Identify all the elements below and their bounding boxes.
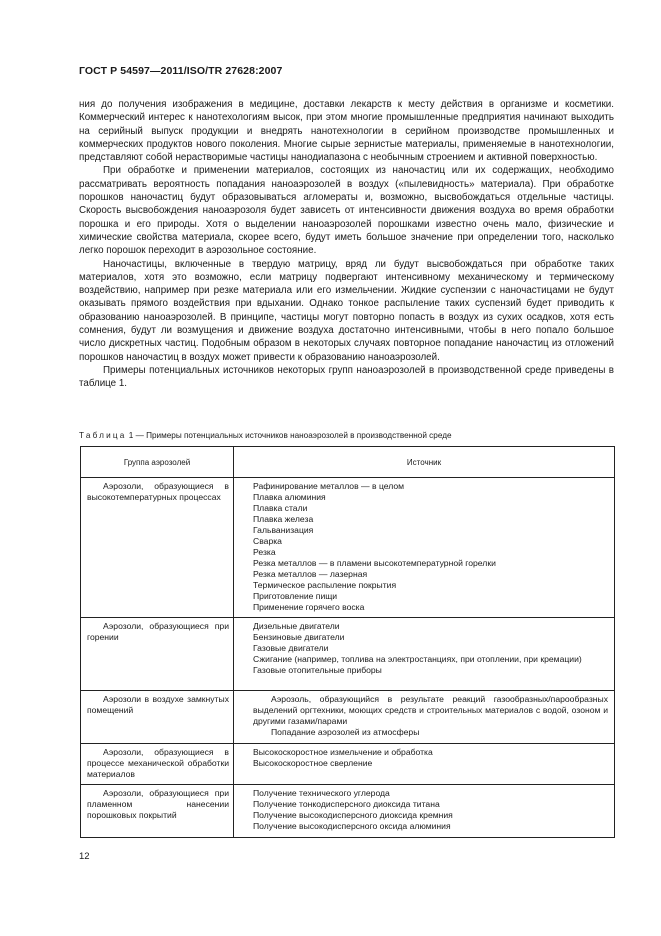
source-cell bbox=[234, 785, 615, 838]
table-row bbox=[81, 618, 615, 691]
source-item: Плавка стали bbox=[253, 503, 308, 513]
source-item: Высокоскоростное сверление bbox=[253, 758, 373, 768]
table-row bbox=[81, 478, 615, 618]
source-cell bbox=[234, 618, 615, 691]
group-cell: Аэрозоли, образующиеся при пламенном нанесении порошковых покрытий bbox=[81, 785, 234, 838]
group-cell: Аэрозоли в воздухе замкнутых помещений bbox=[81, 691, 234, 744]
source-item: Термическое распыление покрытия bbox=[253, 580, 397, 590]
source-item: Резка металлов — лазерная bbox=[253, 569, 368, 579]
column-header-group: Группа аэрозолей bbox=[81, 447, 234, 478]
paragraph: ния до получения изображения в медицине, доставки лекарств к месту действия в организме и косметики. Коммерческий интерес к нанотехологиям высок, при этом многие промышленные предприятия начинают выходить на серийный выпуск продукции и внедрять нанотехнологии в серийном производстве промышленных и коммерческих продуктов нового поколения. Многие сырые зернистые материалы, применяемые в нанотехнологии, представляют собой нерастворимые частицы нанодиапазона с необычным строением и активной поверхностью. bbox=[79, 99, 614, 164]
source-item: Плавка алюминия bbox=[253, 492, 326, 502]
source-cell bbox=[234, 478, 615, 618]
source-item: Резка bbox=[253, 547, 276, 557]
page-number: 12 bbox=[79, 851, 90, 862]
source-item: Применение горячего воска bbox=[253, 602, 365, 612]
source-item: Рафинирование металлов — в целом bbox=[253, 481, 405, 491]
group-cell: Аэрозоли, образующиеся в высокотемпературных процессах bbox=[81, 478, 234, 618]
source-item: Получение высокодисперсного оксида алюминия bbox=[253, 821, 451, 831]
source-item: Получение технического углерода bbox=[253, 788, 390, 798]
document-header: ГОСТ Р 54597—2011/ISO/TR 27628:2007 bbox=[79, 65, 283, 77]
source-item: Аэрозоль, образующийся в результате реакций газообразных/парообразных выделений оргтехники, моющих средств и строительных материалов с водой, озоном и другими газами/парами bbox=[253, 694, 608, 726]
source-item: Высокоскоростное измельчение и обработка bbox=[253, 747, 433, 757]
source-item: Резка металлов — в пламени высокотемпературной горелки bbox=[253, 558, 496, 568]
paragraph: Примеры потенциальных источников некоторых групп наноаэрозолей в производственной среде приведены в таблице 1. bbox=[79, 364, 614, 390]
table-row bbox=[81, 744, 615, 785]
source-cell bbox=[234, 691, 615, 744]
source-item: Приготовление пищи bbox=[253, 591, 338, 601]
source-cell bbox=[234, 744, 615, 785]
sources-table bbox=[80, 446, 615, 838]
table-row bbox=[81, 785, 615, 838]
group-cell: Аэрозоли, образующиеся при горении bbox=[81, 618, 234, 691]
source-item: Получение высокодисперсного диоксида кремния bbox=[253, 810, 453, 820]
source-item: Сжигание (например, топлива на электростанциях, при отоплении, при кремации) bbox=[253, 654, 582, 664]
source-item: Сварка bbox=[253, 536, 282, 546]
source-item: Попадание аэрозолей из атмосферы bbox=[271, 727, 420, 737]
table-caption-text: 1 — Примеры потенциальных источников наноаэрозолей в производственной среде bbox=[126, 431, 452, 440]
table-header-row bbox=[81, 447, 615, 478]
paragraph: При обработке и применении материалов, состоящих из наночастиц или их содержащих, необходимо рассматривать вероятность попадания наноаэрозолей в воздух («пылевидность» материала). При обработке порошков наночастиц будут образовываться агломераты и, возможно, высвобождаться отдельные частицы. Скорость высвобождения наноаэрозоля будет зависеть от интенсивности движения воздуха во время обработки порошка и его природы. Хотя о выделении наноаэрозолей порошками известно очень мало, физические и химические свойства материала, скорее всего, будут иметь большое значение при определении того, насколько легко порошок переходит в аэрозольное состояние. bbox=[79, 165, 614, 257]
source-item: Получение тонкодисперсного диоксида титана bbox=[253, 799, 440, 809]
column-header-source: Источник bbox=[234, 447, 615, 478]
source-item: Газовые двигатели bbox=[253, 643, 329, 653]
group-cell: Аэрозоли, образующиеся в процессе механической обработки материалов bbox=[81, 744, 234, 785]
source-item: Бензиновые двигатели bbox=[253, 632, 345, 642]
source-item: Газовые отопительные приборы bbox=[253, 665, 382, 675]
body-text bbox=[79, 98, 614, 391]
source-item: Дизельные двигатели bbox=[253, 621, 340, 631]
source-item: Плавка железа bbox=[253, 514, 314, 524]
source-item: Гальванизация bbox=[253, 525, 314, 535]
table-caption bbox=[79, 431, 619, 440]
paragraph: Наночастицы, включенные в твердую матрицу, вряд ли будут высвобождаться при обработке таких материалов, хотя это возможно, если матрицу подвергают интенсивному механическому и термическому воздействию, например при резке материала или его измельчении. Жидкие суспензии с наночастицами не будут оказывать прямого воздействия при вдыхании. Однако тонкое распыление таких суспензий будет приводить к образованию наноаэрозолей. В принципе, частицы могут повторно попасть в воздух из сухих осадков, хотя есть сомнения, будут ли возмущения и движение воздуха достаточно интенсивными, чтобы в него попало большое число дискретных частиц. Подобным образом в некоторых случаях повторное попадание наночастиц из отложений порошков наночастиц в воздух может привести к образованию наноаэрозолей. bbox=[79, 258, 614, 363]
table-row bbox=[81, 691, 615, 744]
table-caption-word: Таблица bbox=[79, 431, 127, 440]
